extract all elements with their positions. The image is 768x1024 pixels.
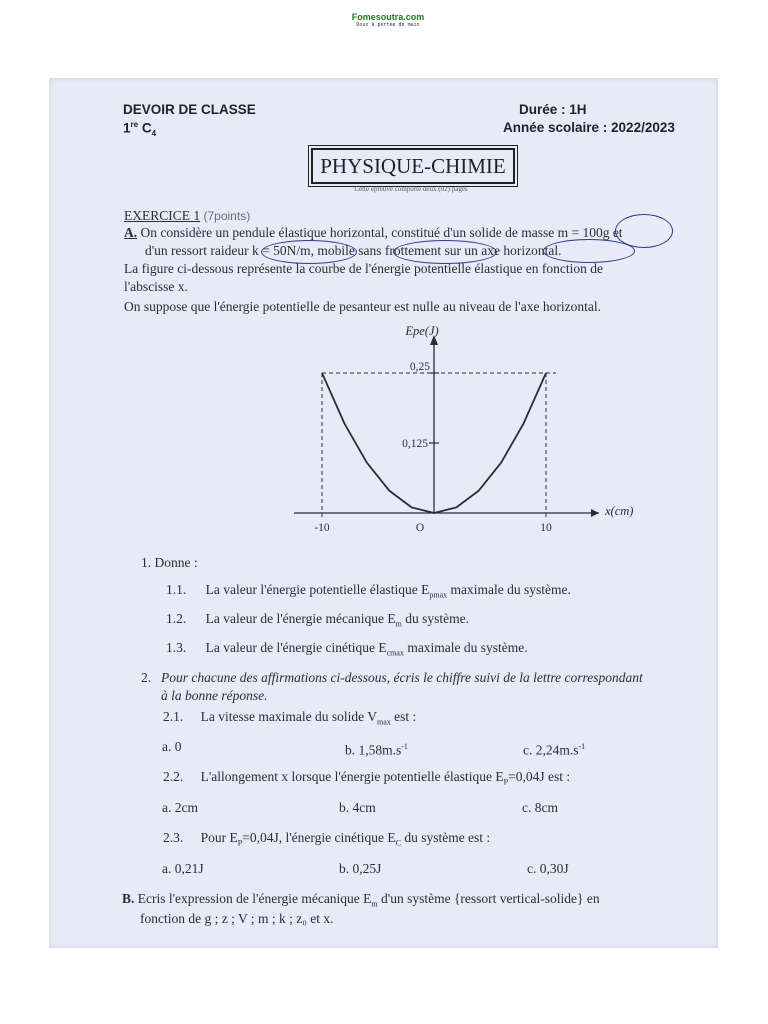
partA-line2: d'un ressort raideur k = 50N/m, mobile sans frottement sur un axe horizontal. — [145, 243, 562, 258]
energy-chart — [239, 323, 634, 543]
q2-2-stem — [163, 768, 570, 792]
partA-line1 — [124, 224, 623, 242]
header-duration: Durée : 1H — [519, 102, 587, 117]
page-subtitle: Cette épreuve comporte deux (02) pages — [354, 185, 468, 193]
q2-1-option-b — [345, 738, 408, 760]
q2-1-option-a: a. 0 — [162, 739, 182, 754]
q2-1-num: 2.1. — [163, 709, 184, 724]
exercise1-line5: On suppose que l'énergie potentielle de pesanteur est nulle au niveau de l'axe horizontal. — [124, 299, 601, 314]
q2-1-b-text: b. 1,58m.s — [345, 742, 402, 758]
q2-intro-line1: Pour chacune des affirmations ci-dessous, écris le chiffre suivi de la lettre correspondant — [161, 670, 643, 685]
x-tick-label: O — [415, 522, 425, 534]
q2-3-text: Pour E — [200, 830, 238, 845]
q2-num: 2. — [141, 670, 152, 685]
site-logo — [348, 12, 428, 28]
q2-3-option-b: b. 0,25J — [339, 861, 382, 876]
partA-text1: On considère un pendule élastique horizontal, constitué d'un solide de masse m = 100g et — [140, 225, 623, 240]
q1-item-2-post: du système. — [401, 611, 469, 626]
q2-1-b-sup: -1 — [401, 742, 408, 751]
x-tick-label: 10 — [540, 522, 552, 534]
q2-2-sub: P — [503, 777, 509, 787]
exercise1-line3: La figure ci-dessous représente la courbe de l'énergie potentielle élastique en fonction de — [124, 261, 603, 276]
partA-label: A. — [124, 225, 138, 240]
partB-sub: m — [371, 899, 378, 909]
q2-1-option-c — [523, 738, 585, 760]
q1-item-3-post: maximale du système. — [403, 640, 528, 655]
q2-3-post: du système est : — [400, 830, 491, 845]
partB-line2: fonction de g ; z ; V ; m ; k ; z₀ et x. — [140, 911, 334, 926]
x-axis-label: x(cm) — [605, 504, 634, 518]
class-series: C — [138, 120, 152, 136]
q2-3-option-a: a. 0,21J — [162, 861, 204, 876]
y-axis-label: Epe(J) — [405, 324, 439, 338]
q2-intro-line2: à la bonne réponse. — [161, 688, 268, 703]
x-tick-label: -10 — [314, 522, 330, 534]
q2-1-c-sup: -1 — [578, 742, 586, 751]
q1-item-2-num: 1.2. — [166, 611, 187, 626]
q1-item-3 — [166, 639, 528, 663]
q1-item-2-sub: m — [395, 619, 402, 629]
q2-1-sub: max — [376, 717, 391, 727]
handwritten-oval-friction — [393, 240, 497, 264]
q1-item-1-sub: pmax — [429, 590, 448, 600]
q1-intro: 1. Donne : — [141, 555, 198, 570]
y-tick-label: 0,125 — [402, 438, 428, 450]
q1-item-2-text: La valeur de l'énergie mécanique E — [205, 611, 396, 626]
exercise1-title: EXERCICE 1 — [124, 208, 201, 223]
partB-text1-post: d'un système {ressort vertical-solide} en — [377, 891, 600, 906]
header-exam-type: DEVOIR DE CLASSE — [123, 102, 256, 117]
class-number: 1 — [123, 120, 131, 136]
q2-3-option-c: c. 0,30J — [527, 861, 569, 876]
q1-item-2 — [166, 610, 469, 634]
page-title: PHYSIQUE-CHIMIE — [311, 148, 515, 184]
header-class — [123, 120, 156, 138]
y-tick-label: 0,25 — [409, 361, 430, 373]
q2-1-stem — [163, 708, 416, 732]
class-sup: re — [130, 120, 139, 129]
q1-item-1 — [166, 581, 571, 605]
q2-2-option-a: a. 2cm — [162, 800, 198, 815]
partB-text1: Ecris l'expression de l'énergie mécanique E — [137, 891, 372, 906]
q1-item-3-sub: cmax — [386, 648, 404, 658]
q2-2-num: 2.2. — [163, 769, 184, 784]
q2-3-stem — [163, 829, 490, 853]
exercise1-points: (7points) — [203, 209, 251, 223]
q2-3-num: 2.3. — [163, 830, 184, 845]
logo-tagline: Doux à portée de main — [356, 22, 420, 28]
partB-label: B. — [122, 891, 135, 906]
q2-3-sub2: C — [395, 838, 401, 848]
x-axis-arrow — [591, 509, 599, 517]
q1-item-1-text: La valeur l'énergie potentielle élastique E — [205, 582, 430, 597]
header-school-year: Année scolaire : 2022/2023 — [503, 120, 675, 135]
q1-item-3-num: 1.3. — [166, 640, 187, 655]
q2-3-sub: P — [237, 838, 243, 848]
q1-item-3-text: La valeur de l'énergie cinétique E — [205, 640, 387, 655]
exercise1-heading — [124, 207, 250, 225]
q1-item-1-post: maximale du système. — [447, 582, 571, 597]
q2-1-c-text: c. 2,24m.s — [523, 742, 579, 758]
q1-item-1-num: 1.1. — [166, 582, 187, 597]
logo-brand: Fomesoutra.com — [351, 12, 425, 22]
q2-1-post: est : — [390, 709, 417, 724]
exam-sheet — [49, 78, 718, 948]
handwritten-oval-stiffness — [261, 240, 357, 264]
q2-2-text: L'allongement x lorsque l'énergie potentielle élastique E — [200, 769, 504, 784]
q2-3-mid: =0,04J, l'énergie cinétique E — [242, 830, 396, 845]
class-sub: 4 — [151, 129, 157, 139]
handwritten-oval-horizontal — [543, 239, 635, 263]
q2-2-option-c: c. 8cm — [522, 800, 558, 815]
q2-1-text: La vitesse maximale du solide V — [200, 709, 377, 724]
q2-2-option-b: b. 4cm — [339, 800, 376, 815]
exercise1-line4: l'abscisse x. — [124, 279, 188, 294]
q2-2-post: =0,04J est : — [508, 769, 571, 784]
